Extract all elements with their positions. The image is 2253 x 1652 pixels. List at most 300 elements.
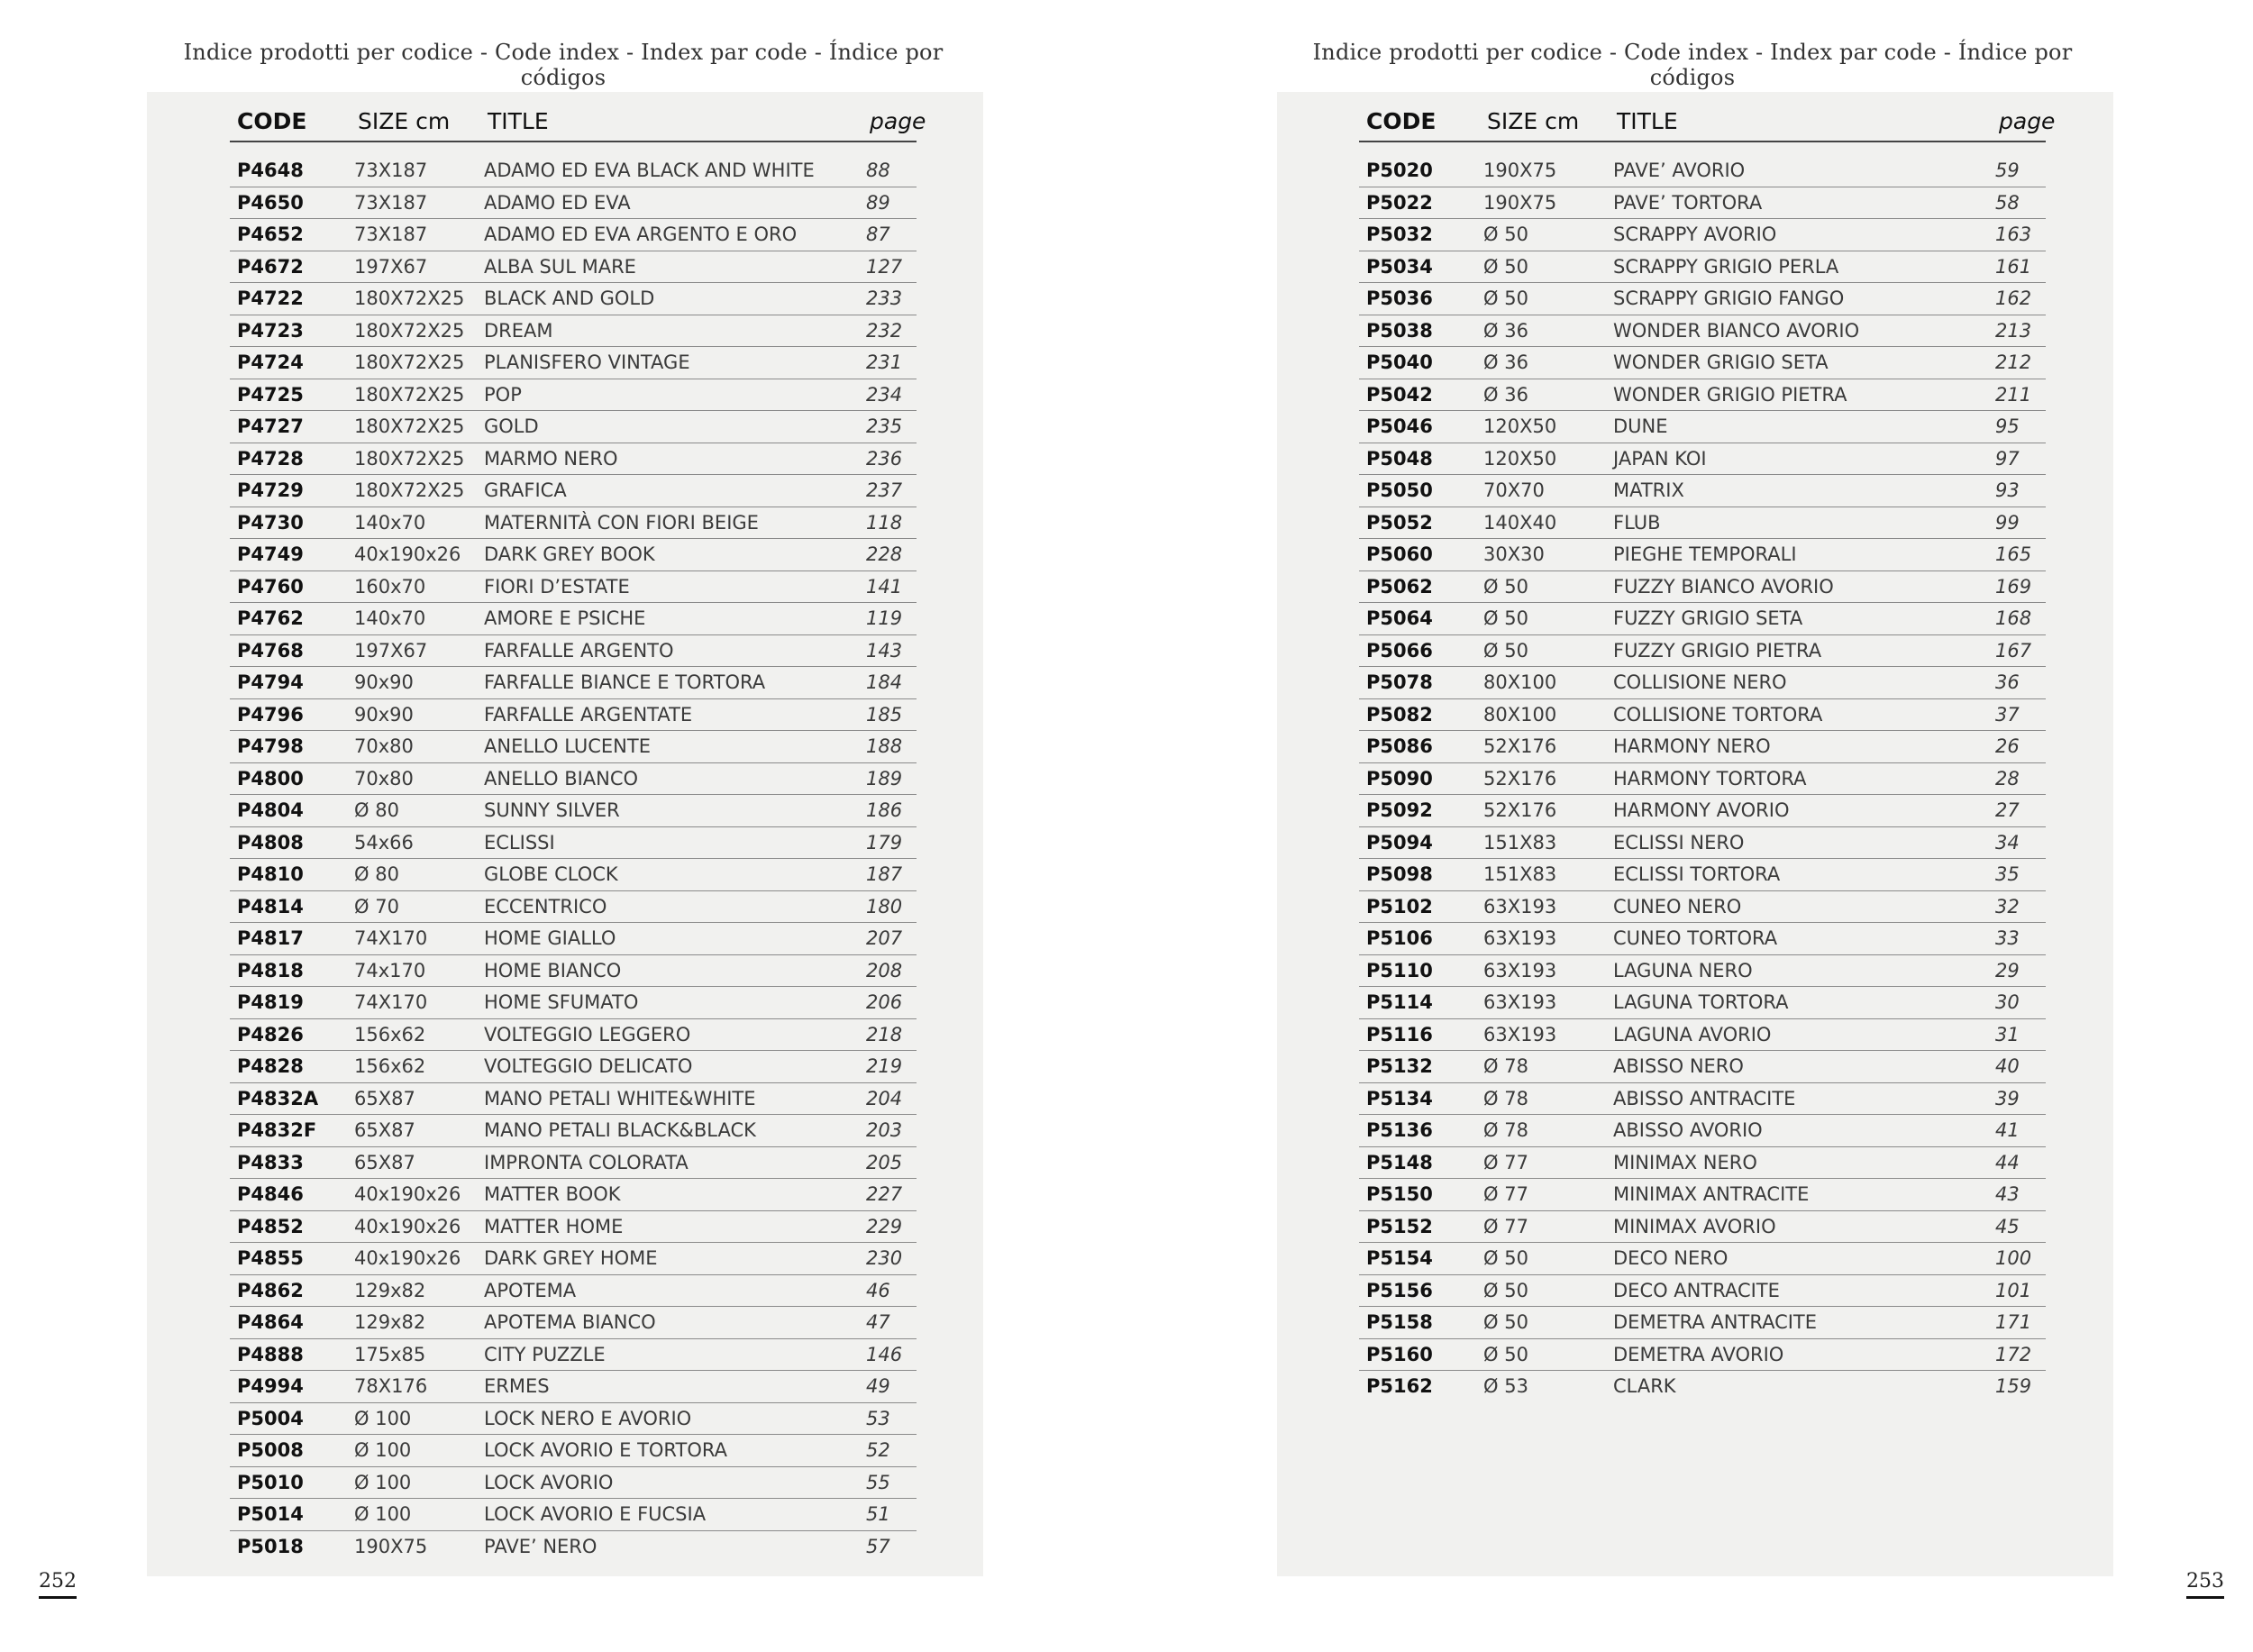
cell-title: SUNNY SILVER <box>480 795 862 827</box>
cell-size: Ø 100 <box>351 1499 480 1531</box>
cell-title: ALBA SUL MARE <box>480 251 862 283</box>
cell-page: 167 <box>1992 634 2046 667</box>
cell-page: 28 <box>1992 762 2046 795</box>
cell-size: 73X187 <box>351 187 480 219</box>
cell-code: P5098 <box>1359 859 1480 891</box>
cell-page: 206 <box>862 987 917 1019</box>
cell-size: 65X87 <box>351 1115 480 1147</box>
cell-page: 29 <box>1992 954 2046 987</box>
cell-page: 118 <box>862 507 917 539</box>
cell-page: 184 <box>862 667 917 699</box>
cell-code: P4728 <box>230 443 351 475</box>
cell-page: 203 <box>862 1115 917 1147</box>
table-row <box>1359 1051 2046 1083</box>
cell-page: 95 <box>1992 411 2046 443</box>
table-row <box>1359 251 2046 283</box>
cell-title: MATERNITÀ CON FIORI BEIGE <box>480 507 862 539</box>
cell-code: P4798 <box>230 731 351 763</box>
cell-code: P4760 <box>230 570 351 603</box>
cell-code: P5154 <box>1359 1243 1480 1275</box>
cell-page: 231 <box>862 347 917 379</box>
cell-size: Ø 50 <box>1480 1338 1610 1371</box>
cell-size: 63X193 <box>1480 1018 1610 1051</box>
page-number-left: 252 <box>39 1570 77 1599</box>
cell-size: 180X72X25 <box>351 379 480 411</box>
cell-size: 65X87 <box>351 1146 480 1179</box>
cell-code: P4724 <box>230 347 351 379</box>
cell-code: P4652 <box>230 219 351 251</box>
cell-page: 207 <box>862 923 917 955</box>
cell-code: P5046 <box>1359 411 1480 443</box>
cell-title: POP <box>480 379 862 411</box>
cell-title: ABISSO ANTRACITE <box>1610 1082 1992 1115</box>
cell-page: 43 <box>1992 1179 2046 1211</box>
cell-title: PAVE’ TORTORA <box>1610 187 1992 219</box>
cell-size: 140X40 <box>1480 507 1610 539</box>
cell-code: P5116 <box>1359 1018 1480 1051</box>
cell-page: 55 <box>862 1466 917 1499</box>
cell-title: HARMONY AVORIO <box>1610 795 1992 827</box>
table-row <box>1359 570 2046 603</box>
cell-code: P5114 <box>1359 987 1480 1019</box>
cell-title: ABISSO AVORIO <box>1610 1115 1992 1147</box>
cell-title: IMPRONTA COLORATA <box>480 1146 862 1179</box>
cell-page: 186 <box>862 795 917 827</box>
table-row <box>1359 1274 2046 1307</box>
table-row <box>1359 795 2046 827</box>
cell-title: LAGUNA TORTORA <box>1610 987 1992 1019</box>
table-row <box>230 570 917 603</box>
cell-code: P5048 <box>1359 443 1480 475</box>
cell-page: 34 <box>1992 826 2046 859</box>
table-row <box>230 731 917 763</box>
cell-code: P5010 <box>230 1466 351 1499</box>
cell-code: P4648 <box>230 155 351 187</box>
cell-page: 89 <box>862 187 917 219</box>
table-row <box>230 1499 917 1531</box>
cell-size: 70x80 <box>351 762 480 795</box>
cell-title: LOCK NERO E AVORIO <box>480 1402 862 1435</box>
cell-size: 63X193 <box>1480 954 1610 987</box>
cell-code: P5150 <box>1359 1179 1480 1211</box>
cell-code: P5034 <box>1359 251 1480 283</box>
cell-title: VOLTEGGIO LEGGERO <box>480 1018 862 1051</box>
cell-size: 74X170 <box>351 987 480 1019</box>
table-row <box>230 219 917 251</box>
cell-title: FUZZY GRIGIO PIETRA <box>1610 634 1992 667</box>
cell-title: ECLISSI NERO <box>1610 826 1992 859</box>
table-row <box>230 634 917 667</box>
cell-page: 44 <box>1992 1146 2046 1179</box>
cell-size: Ø 50 <box>1480 219 1610 251</box>
cell-size: 70X70 <box>1480 475 1610 507</box>
cell-code: P5038 <box>1359 315 1480 347</box>
table-row <box>1359 1243 2046 1275</box>
cell-size: 180X72X25 <box>351 443 480 475</box>
cell-size: 63X193 <box>1480 987 1610 1019</box>
cell-size: 40x190x26 <box>351 539 480 571</box>
cell-code: P5042 <box>1359 379 1480 411</box>
cell-size: 197X67 <box>351 251 480 283</box>
cell-code: P5060 <box>1359 539 1480 571</box>
cell-page: 31 <box>1992 1018 2046 1051</box>
cell-code: P5066 <box>1359 634 1480 667</box>
cell-title: MATTER HOME <box>480 1210 862 1243</box>
cell-size: Ø 36 <box>1480 347 1610 379</box>
column-header-size: SIZE cm <box>351 101 480 141</box>
table-row <box>230 987 917 1019</box>
cell-size: 40x190x26 <box>351 1210 480 1243</box>
cell-title: CLARK <box>1613 1375 1676 1398</box>
cell-page: 213 <box>1992 315 2046 347</box>
cell-title: HOME BIANCO <box>480 954 862 987</box>
cell-page: 101 <box>1992 1274 2046 1307</box>
cell-code: P5136 <box>1359 1115 1480 1147</box>
cell-code: P4818 <box>230 954 351 987</box>
cell-title: MARMO NERO <box>480 443 862 475</box>
cell-title: LOCK AVORIO <box>480 1466 862 1499</box>
column-header-code: CODE <box>1359 101 1480 141</box>
table-row <box>230 1530 917 1562</box>
cell-size: Ø 50 <box>1480 1307 1610 1339</box>
cell-page: 163 <box>1992 219 2046 251</box>
cell-page: 33 <box>1992 923 2046 955</box>
cell-page: 35 <box>1992 859 2046 891</box>
table-row <box>230 667 917 699</box>
table-row <box>230 539 917 571</box>
table-row <box>230 1435 917 1467</box>
table-row <box>1359 954 2046 987</box>
cell-size: 63X193 <box>1480 890 1610 923</box>
cell-title: FIORI D’ESTATE <box>480 570 862 603</box>
cell-title: MINIMAX AVORIO <box>1610 1210 1992 1243</box>
cell-code: P4810 <box>230 859 351 891</box>
table-row <box>1359 411 2046 443</box>
table-row <box>1359 539 2046 571</box>
cell-title: DECO ANTRACITE <box>1610 1274 1992 1307</box>
cell-page: 41 <box>1992 1115 2046 1147</box>
table-row <box>230 890 917 923</box>
cell-code: P5040 <box>1359 347 1480 379</box>
cell-page: 179 <box>862 826 917 859</box>
cell-size: 52X176 <box>1480 731 1610 763</box>
table-row <box>230 923 917 955</box>
cell-size: 140x70 <box>351 603 480 635</box>
cell-title: WONDER GRIGIO PIETRA <box>1610 379 1992 411</box>
table-header-row <box>1359 101 2046 141</box>
cell-code: P5036 <box>1359 283 1480 315</box>
cell-page: 88 <box>862 155 917 187</box>
table-row <box>230 443 917 475</box>
table-row <box>230 507 917 539</box>
cell-page: 59 <box>1992 155 2046 187</box>
table-row <box>230 1179 917 1211</box>
cell-code: P4650 <box>230 187 351 219</box>
cell-title: FUZZY BIANCO AVORIO <box>1610 570 1992 603</box>
table-row <box>230 379 917 411</box>
cell-size: 63X193 <box>1480 923 1610 955</box>
cell-page: 159 <box>1995 1375 2032 1398</box>
cell-page: 218 <box>862 1018 917 1051</box>
table-row <box>1359 859 2046 891</box>
cell-code: P4723 <box>230 315 351 347</box>
cell-code: P4768 <box>230 634 351 667</box>
cell-code: P5004 <box>230 1402 351 1435</box>
table-row <box>230 1402 917 1435</box>
cell-size: Ø 77 <box>1480 1210 1610 1243</box>
cell-size: 80X100 <box>1480 667 1610 699</box>
cell-code: P4672 <box>230 251 351 283</box>
cell-code: P4852 <box>230 1210 351 1243</box>
column-header-page: page <box>1992 101 2046 141</box>
cell-code: P5032 <box>1359 219 1480 251</box>
cell-title: SCRAPPY GRIGIO FANGO <box>1610 283 1992 315</box>
cell-size: 70x80 <box>351 731 480 763</box>
cell-code: P5008 <box>230 1435 351 1467</box>
cell-title: LAGUNA AVORIO <box>1610 1018 1992 1051</box>
cell-page: 45 <box>1992 1210 2046 1243</box>
cell-code: P5078 <box>1359 667 1480 699</box>
cell-page: 230 <box>862 1243 917 1275</box>
cell-title: ECLISSI TORTORA <box>1610 859 1992 891</box>
cell-size: Ø 50 <box>1480 634 1610 667</box>
cell-size: 160x70 <box>351 570 480 603</box>
cell-size: Ø 50 <box>1480 251 1610 283</box>
cell-page: 52 <box>862 1435 917 1467</box>
cell-code: P5090 <box>1359 762 1480 795</box>
cell-size: 197X67 <box>351 634 480 667</box>
table-row <box>1359 507 2046 539</box>
cell-size: Ø 53 <box>1483 1375 1528 1398</box>
page-number-right: 253 <box>2186 1570 2224 1599</box>
cell-title: DARK GREY BOOK <box>480 539 862 571</box>
cell-title: GRAFICA <box>480 475 862 507</box>
table-row <box>1359 1307 2046 1339</box>
cell-size: Ø 78 <box>1480 1082 1610 1115</box>
cell-title: HOME SFUMATO <box>480 987 862 1019</box>
cell-page: 143 <box>862 634 917 667</box>
column-header-size: SIZE cm <box>1480 101 1610 141</box>
cell-title: ADAMO ED EVA BLACK AND WHITE <box>480 155 862 187</box>
cell-title: PAVE’ NERO <box>484 1535 597 1557</box>
cell-size: 73X187 <box>351 155 480 187</box>
table-spacer-row <box>230 141 917 155</box>
cell-code: P4846 <box>230 1179 351 1211</box>
cell-title: MATRIX <box>1610 475 1992 507</box>
cell-code: P5064 <box>1359 603 1480 635</box>
table-row <box>1359 475 2046 507</box>
cell-page: 235 <box>862 411 917 443</box>
cell-code: P5162 <box>1366 1375 1433 1398</box>
cell-title: FARFALLE ARGENTATE <box>480 698 862 731</box>
cell-page: 100 <box>1992 1243 2046 1275</box>
cell-size: 52X176 <box>1480 795 1610 827</box>
cell-code: P5094 <box>1359 826 1480 859</box>
cell-code: P5062 <box>1359 570 1480 603</box>
cell-page: 187 <box>862 859 917 891</box>
cell-size: Ø 36 <box>1480 315 1610 347</box>
cell-title: SCRAPPY GRIGIO PERLA <box>1610 251 1992 283</box>
table-row <box>230 859 917 891</box>
cell-code: P4817 <box>230 923 351 955</box>
cell-title: DEMETRA ANTRACITE <box>1610 1307 1992 1339</box>
cell-code: P4727 <box>230 411 351 443</box>
cell-size: 129x82 <box>351 1274 480 1307</box>
cell-title: SCRAPPY AVORIO <box>1610 219 1992 251</box>
page-header-right: Indice prodotti per codice - Code index - Index par code - Índice por códigos <box>1312 40 2073 90</box>
table-row <box>1359 762 2046 795</box>
cell-title: MINIMAX NERO <box>1610 1146 1992 1179</box>
table-row <box>1359 826 2046 859</box>
cell-size: Ø 50 <box>1480 603 1610 635</box>
table-row <box>230 1082 917 1115</box>
cell-title: DEMETRA AVORIO <box>1610 1338 1992 1371</box>
cell-page: 227 <box>862 1179 917 1211</box>
cell-page: 169 <box>1992 570 2046 603</box>
cell-code: P4864 <box>230 1307 351 1339</box>
table-row <box>230 251 917 283</box>
cell-code: P5148 <box>1359 1146 1480 1179</box>
cell-code: P4819 <box>230 987 351 1019</box>
cell-title: VOLTEGGIO DELICATO <box>480 1051 862 1083</box>
cell-code: P4832F <box>230 1115 351 1147</box>
cell-code: P5020 <box>1359 155 1480 187</box>
cell-page: 87 <box>862 219 917 251</box>
cell-size: Ø 50 <box>1480 1274 1610 1307</box>
cell-page: 180 <box>862 890 917 923</box>
cell-title: LOCK AVORIO E TORTORA <box>480 1435 862 1467</box>
cell-title: APOTEMA <box>480 1274 862 1307</box>
cell-page: 141 <box>862 570 917 603</box>
cell-title: WONDER BIANCO AVORIO <box>1610 315 1992 347</box>
page-header-left: Indice prodotti per codice - Code index - Index par code - Índice por códigos <box>183 40 944 90</box>
cell-size: 54x66 <box>351 826 480 859</box>
table-row <box>230 1115 917 1147</box>
cell-page: 161 <box>1992 251 2046 283</box>
cell-page: 236 <box>862 443 917 475</box>
cell-title: FARFALLE BIANCE E TORTORA <box>480 667 862 699</box>
table-row <box>230 826 917 859</box>
cell-code: P4722 <box>230 283 351 315</box>
cell-page: 46 <box>862 1274 917 1307</box>
cell-title: AMORE E PSICHE <box>480 603 862 635</box>
cell-size: 65X87 <box>351 1082 480 1115</box>
cell-size: 74X170 <box>351 923 480 955</box>
cell-code: P5158 <box>1359 1307 1480 1339</box>
cell-size: 73X187 <box>351 219 480 251</box>
cell-page: 172 <box>1992 1338 2046 1371</box>
table-spacer-row <box>1359 141 2046 155</box>
table-row <box>230 1274 917 1307</box>
column-header-page: page <box>862 101 917 141</box>
cell-page: 211 <box>1992 379 2046 411</box>
cell-size: Ø 50 <box>1480 570 1610 603</box>
cell-title: CUNEO NERO <box>1610 890 1992 923</box>
cell-title: DARK GREY HOME <box>480 1243 862 1275</box>
cell-code: P4800 <box>230 762 351 795</box>
cell-size: 190X75 <box>1480 155 1610 187</box>
table-row <box>230 411 917 443</box>
cell-title: PAVE’ AVORIO <box>1610 155 1992 187</box>
cell-code: P5110 <box>1359 954 1480 987</box>
cell-title: GLOBE CLOCK <box>480 859 862 891</box>
cell-code: P5018 <box>237 1535 304 1557</box>
cell-page: 234 <box>862 379 917 411</box>
table-row <box>1359 634 2046 667</box>
cell-page: 36 <box>1992 667 2046 699</box>
cell-size: Ø 80 <box>351 859 480 891</box>
table-row <box>1359 1371 2046 1402</box>
table-row <box>230 187 917 219</box>
cell-title: MINIMAX ANTRACITE <box>1610 1179 1992 1211</box>
table-row <box>1359 698 2046 731</box>
cell-page: 219 <box>862 1051 917 1083</box>
table-row <box>230 1243 917 1275</box>
cell-code: P5050 <box>1359 475 1480 507</box>
cell-page: 127 <box>862 251 917 283</box>
cell-page: 229 <box>862 1210 917 1243</box>
table-row <box>230 155 917 187</box>
cell-size: 140x70 <box>351 507 480 539</box>
cell-size: Ø 70 <box>351 890 480 923</box>
cell-size: 74x170 <box>351 954 480 987</box>
cell-title: PIEGHE TEMPORALI <box>1610 539 1992 571</box>
cell-page: 146 <box>862 1338 917 1371</box>
cell-title: MANO PETALI WHITE&WHITE <box>480 1082 862 1115</box>
cell-code: P5092 <box>1359 795 1480 827</box>
cell-title: ANELLO BIANCO <box>480 762 862 795</box>
table-row <box>1359 1146 2046 1179</box>
cell-page: 30 <box>1992 987 2046 1019</box>
table-row <box>230 1210 917 1243</box>
cell-code: P4762 <box>230 603 351 635</box>
table-row <box>230 954 917 987</box>
cell-page: 212 <box>1992 347 2046 379</box>
table-row <box>230 1051 917 1083</box>
cell-title: DREAM <box>480 315 862 347</box>
cell-code: P4888 <box>230 1338 351 1371</box>
cell-size: 90x90 <box>351 698 480 731</box>
cell-code: P4862 <box>230 1274 351 1307</box>
cell-title: DECO NERO <box>1610 1243 1992 1275</box>
cell-title: BLACK AND GOLD <box>480 283 862 315</box>
cell-title: ERMES <box>480 1371 862 1403</box>
cell-size: 180X72X25 <box>351 347 480 379</box>
table-row <box>1359 347 2046 379</box>
cell-page: 39 <box>1992 1082 2046 1115</box>
cell-page: 188 <box>862 731 917 763</box>
column-header-title: TITLE <box>480 101 862 141</box>
cell-page: 189 <box>862 762 917 795</box>
table-row <box>1359 1338 2046 1371</box>
cell-title: FUZZY GRIGIO SETA <box>1610 603 1992 635</box>
table-row <box>230 1371 917 1403</box>
table-row <box>1359 1210 2046 1243</box>
cell-page: 32 <box>1992 890 2046 923</box>
cell-code: P5086 <box>1359 731 1480 763</box>
cell-code: P4794 <box>230 667 351 699</box>
cell-size: Ø 36 <box>1480 379 1610 411</box>
cell-title: LOCK AVORIO E FUCSIA <box>480 1499 862 1531</box>
cell-size: Ø 78 <box>1480 1115 1610 1147</box>
cell-page: 58 <box>1992 187 2046 219</box>
cell-size: 30X30 <box>1480 539 1610 571</box>
cell-code: P4828 <box>230 1051 351 1083</box>
cell-code: P4994 <box>230 1371 351 1403</box>
cell-code: P4833 <box>230 1146 351 1179</box>
table-row <box>230 315 917 347</box>
table-row <box>1359 283 2046 315</box>
